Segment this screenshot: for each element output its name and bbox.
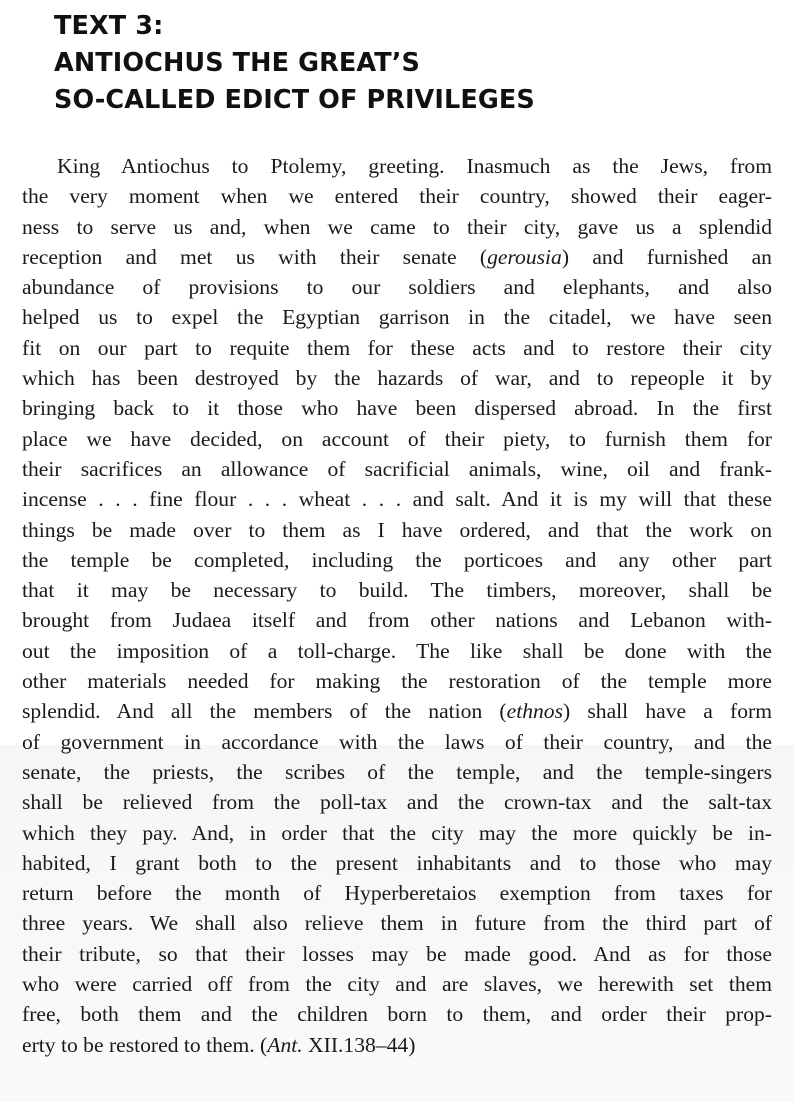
text-line: helped us to expel the Egyptian garrison in the citadel, we have seen — [22, 305, 772, 330]
text-line: incense . . . fine flour . . . wheat . . . and salt. And it is my will that these — [22, 487, 772, 512]
text-line: that it may be necessary to build. The timbers, moreover, shall be — [22, 578, 772, 603]
heading-line-2: ANTIOCHUS THE GREAT’S — [54, 48, 420, 78]
text-run: ) shall have a form — [563, 699, 773, 724]
text-line: return before the month of Hyperberetaios exemption from taxes for — [22, 881, 772, 906]
italic-term-ethnos: ethnos — [506, 699, 564, 724]
text-line: brought from Judaea itself and from other nations and Lebanon with- — [22, 608, 772, 633]
text-line: King Antiochus to Ptolemy, greeting. Inasmuch as the Jews, from — [57, 154, 772, 178]
text-line: place we have decided, on account of their piety, to furnish them for — [22, 426, 772, 451]
document-heading — [54, 8, 535, 119]
text-line: which has been destroyed by the hazards of war, and to repeople it by — [22, 366, 772, 391]
text-line: things be made over to them as I have ordered, and that the work on — [22, 517, 772, 542]
text-run: splendid. And all the members of the nation ( — [22, 699, 507, 724]
text-line: the very moment when we entered their country, showed their eager- — [22, 184, 772, 209]
text-run: reception and met us with their senate ( — [22, 244, 488, 269]
text-line: the temple be completed, including the porticoes and any other part — [22, 547, 772, 572]
text-line: free, both them and the children born to them, and order their prop- — [22, 1002, 772, 1027]
text-line: senate, the priests, the scribes of the temple, and the temple-singers — [22, 759, 772, 784]
text-run: XII.138–44) — [302, 1032, 416, 1057]
text-line: fit on our part to requite them for these acts and to restore their city — [22, 335, 772, 360]
text-line: out the imposition of a toll-charge. The like shall be done with the — [22, 638, 772, 663]
edict-paragraph — [22, 151, 772, 1060]
text-line: three years. We shall also relieve them in future from the third part of — [22, 911, 772, 936]
text-line — [22, 242, 772, 272]
heading-line-3: SO-CALLED EDICT OF PRIVILEGES — [54, 85, 535, 115]
text-line: their tribute, so that their losses may be made good. And as for those — [22, 941, 772, 966]
text-line: who were carried off from the city and are slaves, we herewith set them — [22, 972, 772, 997]
italic-term-gerousia: gerousia — [487, 244, 562, 269]
text-line: other materials needed for making the restoration of the temple more — [22, 669, 772, 694]
text-line: abundance of provisions to our soldiers and elephants, and also — [22, 275, 772, 300]
italic-citation-ant: Ant. — [267, 1032, 303, 1057]
text-line: of government in accordance with the laws of their country, and the — [22, 729, 772, 754]
text-line-final — [22, 1030, 772, 1060]
text-line: bringing back to it those who have been dispersed abroad. In the first — [22, 396, 772, 421]
heading-line-1: TEXT 3: — [54, 11, 164, 41]
text-line: shall be relieved from the poll-tax and the crown-tax and the salt-tax — [22, 790, 772, 815]
text-line: ness to serve us and, when we came to their city, gave us a splendid — [22, 214, 772, 239]
text-line: which they pay. And, in order that the city may the more quickly be in- — [22, 820, 772, 845]
text-run: ) and furnished an — [561, 244, 772, 269]
text-line — [22, 696, 772, 726]
text-line: their sacrifices an allowance of sacrificial animals, wine, oil and frank- — [22, 456, 772, 481]
text-run: erty to be restored to them. ( — [22, 1032, 268, 1057]
text-line: habited, I grant both to the present inhabitants and to those who may — [22, 850, 772, 875]
